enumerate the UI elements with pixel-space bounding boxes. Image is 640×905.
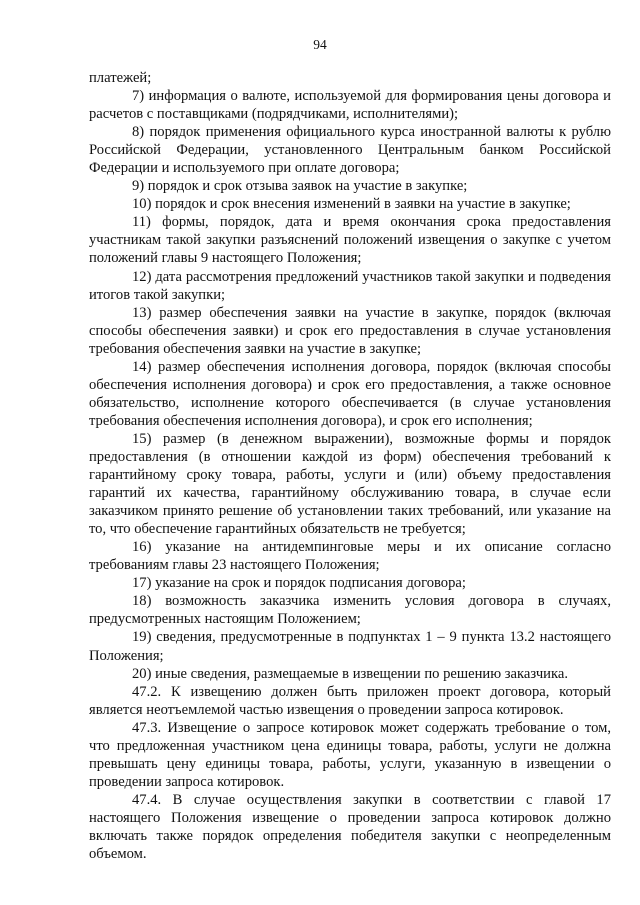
list-item-10: 10) порядок и срок внесения изменений в заявки на участие в закупке; [132,196,571,213]
document-body [89,69,611,863]
list-item-20: 20) иные сведения, размещаемые в извещении по решению заказчика. [132,665,568,682]
list-item-7: 7) информация о валюте, используемой для формирования цены договора и расчетов с поставщиками (подрядчиками, исполнителями); [89,88,611,123]
list-item-16: 16) указание на антидемпинговые меры и их описание согласно требованиям главы 23 настоящего Положения; [89,539,611,574]
list-item-18: 18) возможность заказчика изменить условия договора в случаях, предусмотренных настоящим Положением; [89,593,611,628]
page-number: 94 [313,37,327,52]
clause-47-4: 47.4. В случае осуществления закупки в соответствии с главой 17 настоящего Положения извещение о проведении запроса котировок должно включать также порядок определения победителя закупки с неопределенным объемом. [89,791,611,863]
list-item-15: 15) размер (в денежном выражении), возможные формы и порядок предоставления (в отношении каждой из форм) обеспечения требований к гарантийному сроку товара, работы, услуги и (или) объему предоставления гарантий их качества, гарантийному обслуживанию товара, в случае если заказчиком принято решение об установлении таких требований, или указание на то, что обеспечение гарантийных обязательств не требуется; [89,430,611,538]
list-item-11: 11) формы, порядок, дата и время окончания срока предоставления участникам такой закупки разъяснений положений извещения о закупке с учетом положений главы 9 настоящего Положения; [89,214,611,267]
paragraph-continuation: платежей; [89,70,152,86]
clause-47-2: 47.2. К извещению должен быть приложен проект договора, который является неотъемлемой частью извещения о проведении запроса котировок. [89,683,611,718]
list-item-17: 17) указание на срок и порядок подписания договора; [132,575,466,592]
list-item-13: 13) размер обеспечения заявки на участие в закупке, порядок (включая способы обеспечения заявки) и срок его предоставления в случае установления требования обеспечения заявки на участие в закупке; [89,304,611,357]
list-item-8: 8) порядок применения официального курса иностранной валюты к рублю Российской Федерации, установленного Центральным банком Российской Федерации и используемого при оплате договора; [89,124,611,177]
clause-47-3: 47.3. Извещение о запросе котировок может содержать требование о том, что предложенная участником цена единицы товара, работы, услуги не должна превышать цену единицы товара, работы, услуги, указанную в извещении о проведении запроса котировок. [89,719,611,790]
list-item-12: 12) дата рассмотрения предложений участников такой закупки и подведения итогов такой закупки; [89,268,611,303]
list-item-14: 14) размер обеспечения исполнения договора, порядок (включая способы обеспечения исполнения договора) и срок его предоставления, а также основное обязательство, исполнение которого обеспечивается (в случае установления требования обеспечения исполнения договора), и срок его исполнения; [89,358,611,429]
list-item-9: 9) порядок и срок отзыва заявок на участие в закупке; [132,178,468,195]
list-item-19: 19) сведения, предусмотренные в подпунктах 1 – 9 пункта 13.2 настоящего Положения; [89,629,611,664]
